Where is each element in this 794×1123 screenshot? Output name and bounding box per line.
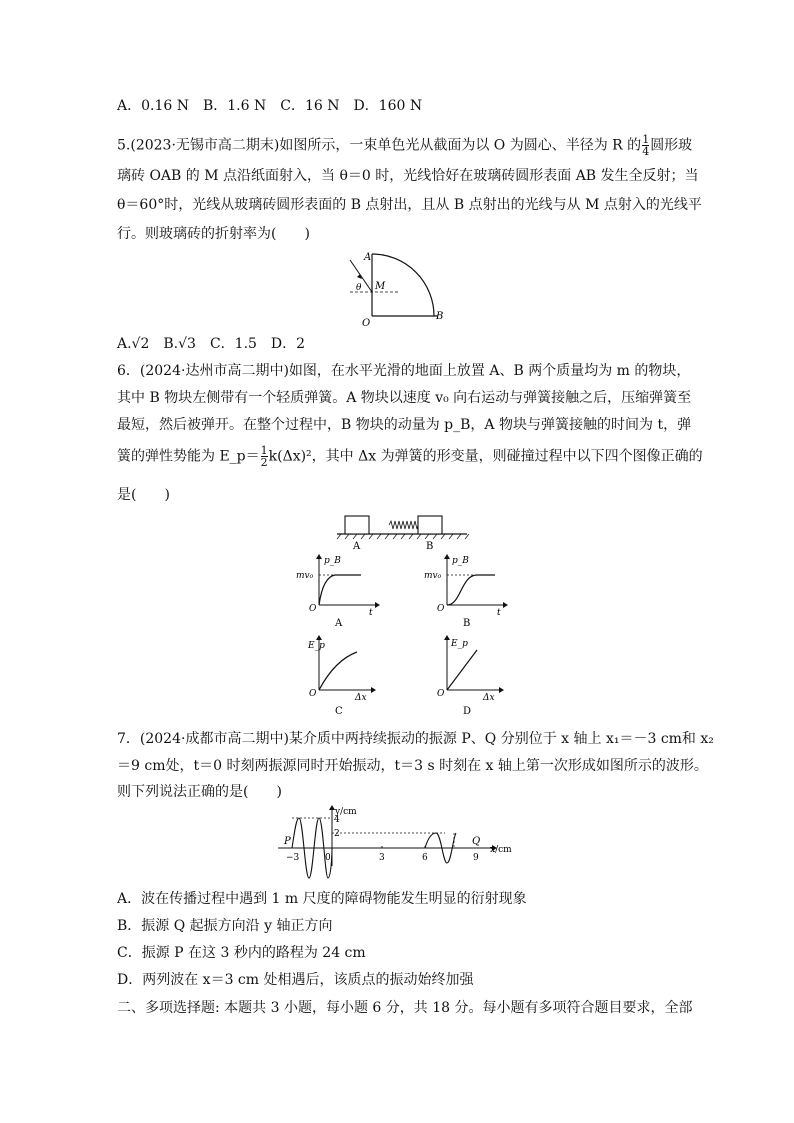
q7-line2: ＝9 cm处，t＝0 时刻两振源同时开始振动，t＝3 s 时刻在 x 轴上第一次形成如图所示的波形。 — [117, 758, 708, 774]
q6-graph-b — [424, 553, 513, 629]
q7-line3: 则下列说法正确的是( ) — [117, 784, 282, 800]
q5-options: A.√2 B.√3 C．1.5 D．2 — [117, 336, 306, 352]
section2-heading: 二、多项选择题: 本题共 3 小题，每小题 6 分，共 18 分。每小题有多项符合题目要求，全部 — [117, 1000, 693, 1016]
graph-d-Ep: E_p — [451, 639, 468, 649]
graph-b-mv0: mv₀ — [424, 571, 442, 581]
q5-line1 — [117, 134, 692, 157]
q4-options: A．0.16 N B．1.6 N C．16 N D．160 N — [117, 98, 423, 114]
q6-line2: 其中 B 物块左侧带有一个轻质弹簧。A 物块以速度 v₀ 向右运动与弹簧接触之后，压缩弹簧至 — [117, 390, 692, 406]
q7-option-d: D．两列波在 x＝3 cm 处相遇后，该质点的振动始终加强 — [117, 972, 474, 988]
graph-b-pB: p_B — [452, 556, 469, 566]
q6-frac-den: 2 — [260, 456, 268, 469]
q5-label-theta: θ — [356, 283, 362, 293]
q6-line1: 6．(2024·达州市高二期中)如图，在水平光滑的地面上放置 A、B 两个质量均为 m 的物块， — [117, 363, 691, 379]
q6-frac-num: 1 — [260, 444, 268, 457]
wave-x0: 0 — [325, 853, 331, 863]
q5-label-M: M — [375, 281, 386, 292]
graph-b-t: t — [497, 608, 501, 618]
q5-line2: 璃砖 OAB 的 M 点沿纸面射入，当 θ＝0 时，光线恰好在玻璃砖圆形表面 AB 发生全反射；当 — [117, 168, 699, 184]
q5-line1-a: 5.(2023·无锡市高二期末)如图所示，一束单色光从截面为以 O 为圆心、半径为 R 的 — [117, 137, 642, 154]
q5-label-O: O — [362, 318, 371, 329]
q5-line3: θ＝60°时，光线从玻璃砖圆形表面的 B 点射出，且从 B 点射出的光线与从 M 点射入的光线平 — [117, 197, 702, 213]
q7-wave-graph — [270, 802, 520, 870]
wave-x9: 9 — [473, 853, 479, 863]
graph-a-O: O — [309, 604, 317, 614]
graph-a-pB: p_B — [324, 556, 341, 566]
graph-c-Ep: E_p — [308, 641, 325, 651]
q5-frac-den: 4 — [642, 145, 650, 158]
q6-graph-c — [305, 634, 385, 716]
wave-xm3: −3 — [286, 853, 300, 863]
block-label-B: B — [426, 541, 434, 552]
q6-line5: 是( ) — [117, 487, 170, 503]
q5-figure — [340, 246, 460, 329]
q5-line4: 行。则玻璃砖的折射率为( ) — [117, 226, 310, 242]
q5-label-B: B — [436, 311, 444, 322]
q7-line1: 7．(2024·成都市高二期中)某介质中两持续振动的振源 P、Q 分别位于 x 轴上 x₁＝－3 cm和 x₂ — [117, 731, 714, 747]
graph-b-O: O — [437, 604, 445, 614]
q6-blocks-figure — [335, 510, 475, 552]
block-b — [418, 516, 442, 534]
q7-option-b: B．振源 Q 起振方向沿 y 轴正方向 — [117, 918, 333, 934]
block-a — [345, 516, 369, 534]
graph-d-O: O — [437, 689, 445, 699]
wave-x3: 3 — [379, 853, 385, 863]
q7-option-a: A．波在传播过程中遇到 1 m 尺度的障碍物能发生明显的衍射现象 — [117, 891, 527, 907]
graph-b-label: B — [463, 618, 471, 629]
q5-label-A: A — [364, 252, 372, 263]
wave-Q: Q — [472, 836, 481, 847]
graph-c-dx: Δx — [355, 693, 367, 703]
q6-fraction — [261, 445, 268, 468]
q6-graph-a — [296, 553, 385, 629]
q6-line4-b: k(Δx)²，其中 Δx 为弹簧的形变量，则碰撞过程中以下四个图像正确的 — [268, 448, 703, 465]
q6-line4-a: 簧的弹性势能为 E_p＝ — [117, 448, 260, 465]
spring — [389, 521, 418, 529]
graph-c-label: C — [335, 706, 343, 717]
wave-x6: 6 — [422, 853, 428, 863]
graph-c-O: O — [309, 689, 317, 699]
q5-frac-num: 1 — [642, 133, 650, 146]
wave-y2: 2 — [334, 829, 340, 839]
wave-y4: 4 — [334, 815, 340, 825]
graph-d-dx: Δx — [483, 693, 495, 703]
q6-graph-d — [433, 634, 513, 716]
wave-xlabel: x/cm — [490, 845, 512, 855]
wave-P: P — [284, 836, 291, 847]
q5-line1-b: 圆形玻 — [650, 137, 693, 154]
block-label-A: A — [353, 541, 361, 552]
graph-d-label: D — [463, 706, 472, 717]
graph-a-t: t — [369, 608, 373, 618]
wave-ylabel: y/cm — [335, 807, 357, 817]
graph-a-mv0: mv₀ — [296, 571, 314, 581]
q6-line4 — [117, 445, 703, 468]
q6-line3: 最短，然后被弹开。在整个过程中，B 物块的动量为 p_B，A 物块与弹簧接触的时间为 t，弹 — [117, 417, 692, 433]
q7-option-c: C．振源 P 在这 3 秒内的路程为 24 cm — [117, 945, 366, 961]
q5-fraction — [642, 134, 649, 157]
graph-a-label: A — [335, 618, 343, 629]
